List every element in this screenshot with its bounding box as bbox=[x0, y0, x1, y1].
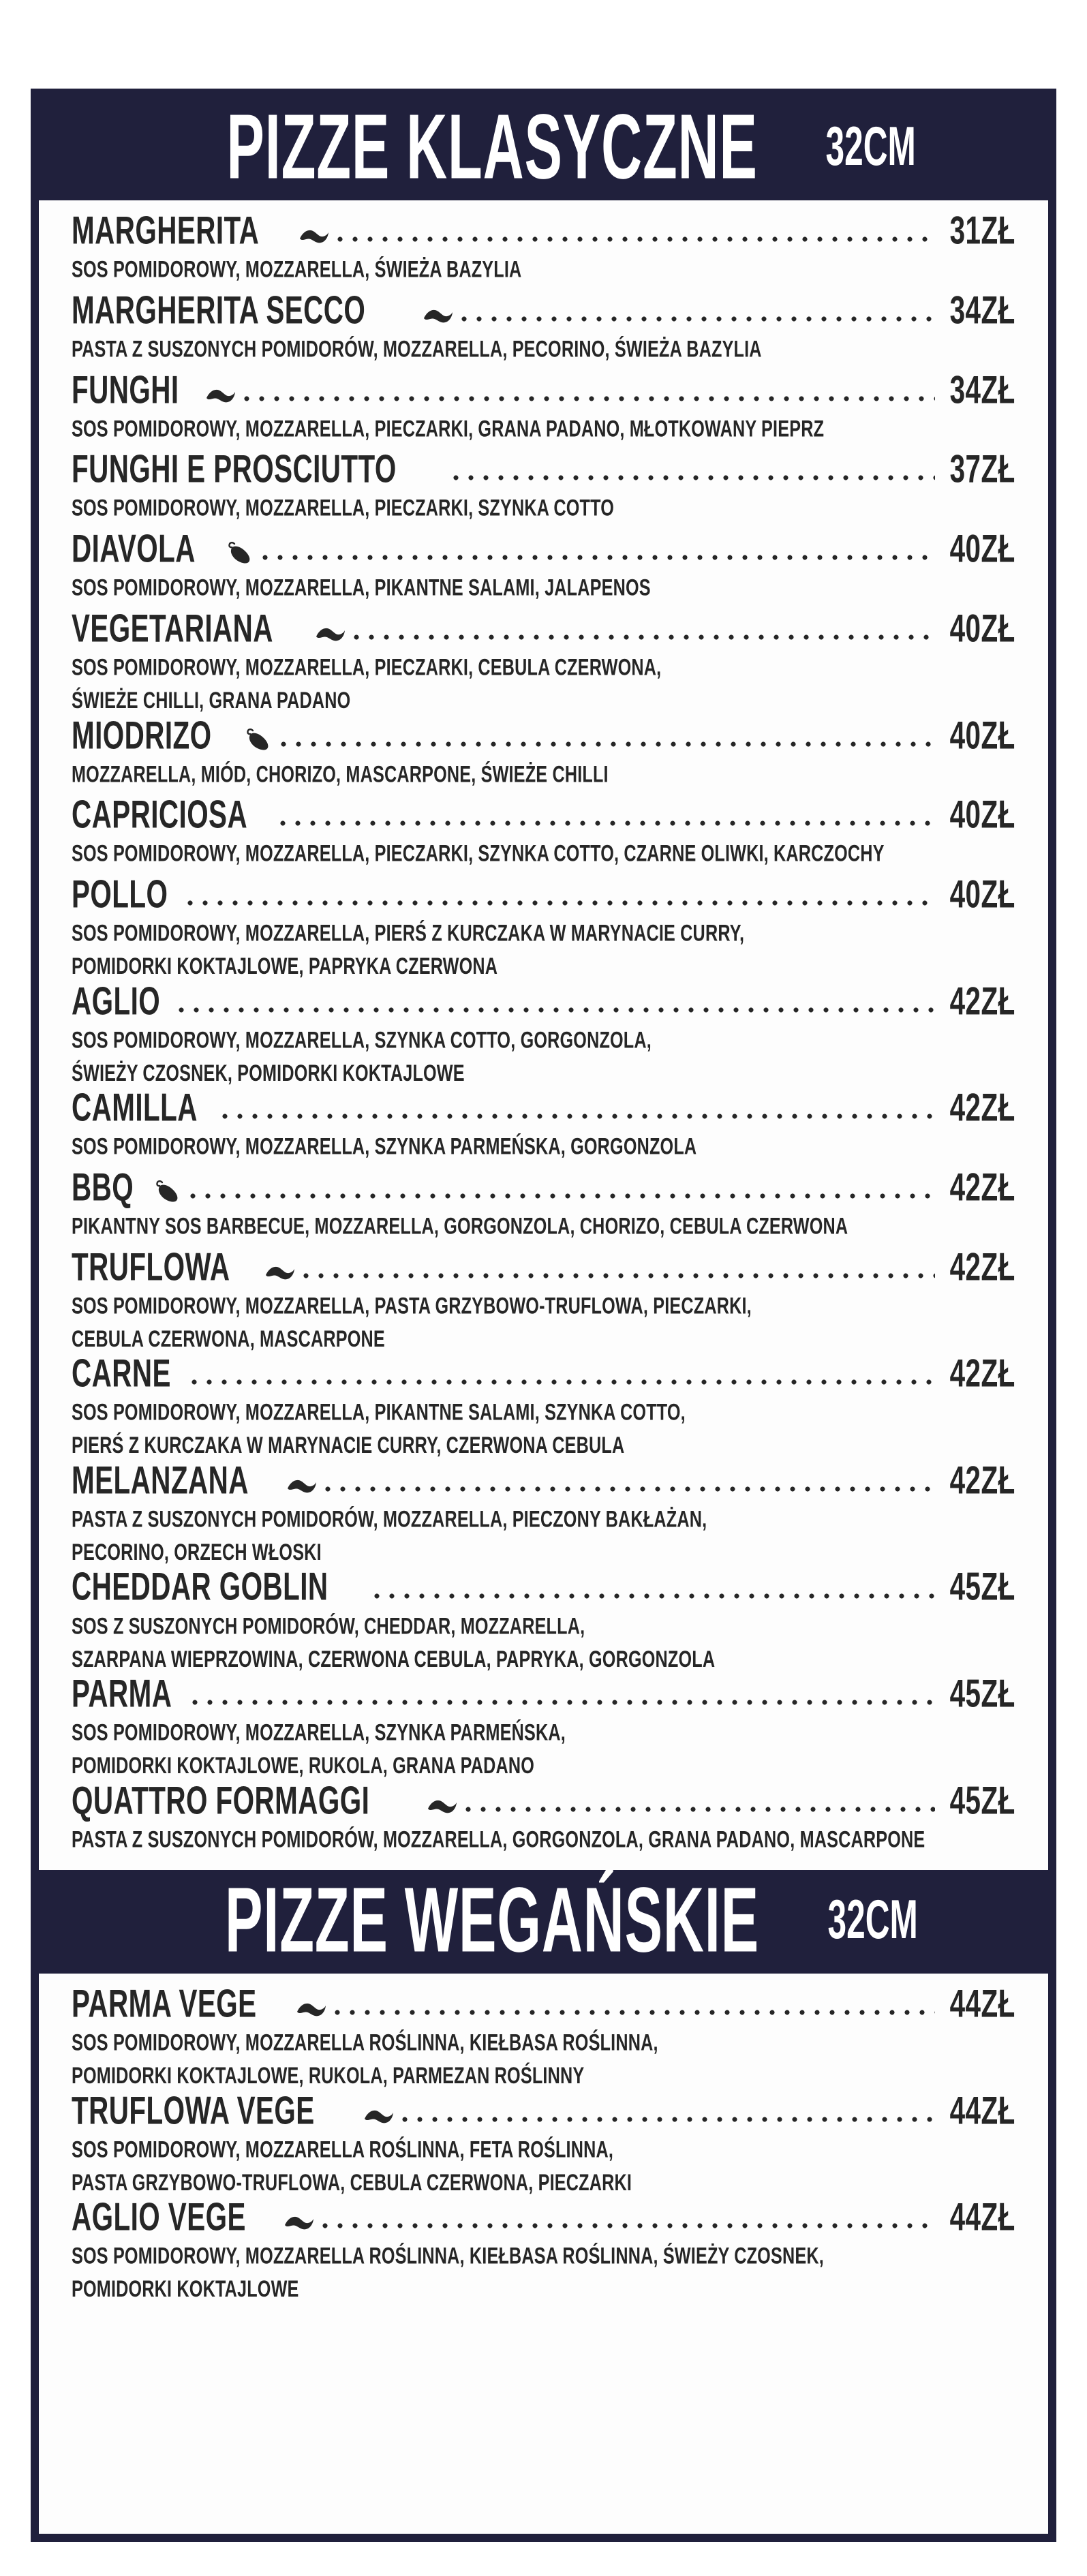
section-header-band bbox=[39, 97, 1048, 200]
menu-item-price: 40ZŁ bbox=[949, 605, 1015, 650]
description-line: SOS POMIDOROWY, MOZZARELLA, PIKANTNE SALAMI, SZYNKA COTTO, bbox=[72, 1399, 686, 1426]
description-line: SOS POMIDOROWY, MOZZARELLA ROŚLINNA, KIEŁBASA ROŚLINNA, bbox=[72, 2029, 658, 2056]
menu-item[interactable] bbox=[72, 2087, 1015, 2196]
menu-item-name: CAMILLA bbox=[72, 1085, 198, 1129]
description-line: ŚWIEŻY CZOSNEK, POMIDORKI KOKTAJLOWE bbox=[72, 1060, 465, 1086]
leaf-icon bbox=[316, 625, 346, 645]
menu-item-description bbox=[72, 333, 921, 365]
menu-item-price: 44ZŁ bbox=[949, 1981, 1015, 2025]
leaf-icon bbox=[265, 1263, 295, 1284]
menu-item-description bbox=[72, 917, 921, 983]
leader-dots bbox=[465, 1795, 935, 1818]
menu-item-name: CHEDDAR GOBLIN bbox=[72, 1564, 328, 1609]
menu-item-price: 42ZŁ bbox=[949, 1165, 1015, 1209]
leader-dots bbox=[354, 623, 935, 646]
menu-item-price: 42ZŁ bbox=[949, 978, 1015, 1023]
menu-item-name: DIAVOLA bbox=[72, 526, 196, 570]
chili-icon bbox=[226, 541, 254, 566]
description-line: SOS POMIDOROWY, MOZZARELLA, PASTA GRZYBOWO-TRUFLOWA, PIECZARKI, bbox=[72, 1292, 752, 1319]
description-line: SOS POMIDOROWY, MOZZARELLA, SZYNKA COTTO, GORGONZOLA, bbox=[72, 1026, 652, 1053]
menu-item-name: PARMA VEGE bbox=[72, 1981, 257, 2025]
menu-item-price: 40ZŁ bbox=[949, 526, 1015, 570]
menu-item-price: 44ZŁ bbox=[949, 2087, 1015, 2132]
menu-item-header bbox=[72, 207, 1015, 252]
menu-item-description bbox=[72, 1130, 921, 1163]
description-line: SOS POMIDOROWY, MOZZARELLA, SZYNKA PARMEŃSKA, GORGONZOLA bbox=[72, 1133, 697, 1159]
menu-item-name: FUNGHI bbox=[72, 367, 179, 412]
leader-dots bbox=[374, 1582, 935, 1605]
leader-dots bbox=[322, 2211, 936, 2235]
menu-item[interactable] bbox=[72, 526, 1015, 600]
menu-item-name: MIODRIZO bbox=[72, 712, 212, 757]
menu-item-header bbox=[72, 1085, 1015, 1129]
menu-item-price: 42ZŁ bbox=[949, 1244, 1015, 1289]
menu-item[interactable] bbox=[72, 1351, 1015, 1458]
description-line: SOS POMIDOROWY, MOZZARELLA, PIERŚ Z KURCZAKA W MARYNACIE CURRY, bbox=[72, 920, 745, 946]
menu-item-header bbox=[72, 446, 1015, 491]
section-size-label: 32CM bbox=[827, 1889, 918, 1951]
menu-item-name: AGLIO bbox=[72, 978, 161, 1023]
description-line: SOS POMIDOROWY, MOZZARELLA ROŚLINNA, FETA ROŚLINNA, bbox=[72, 2136, 614, 2162]
description-line: ŚWIEŻE CHILLI, GRANA PADANO bbox=[72, 687, 351, 714]
menu-item-name: MARGHERITA SECCO bbox=[72, 287, 366, 332]
leaf-icon bbox=[423, 307, 453, 327]
leader-dots bbox=[190, 1182, 935, 1205]
menu-item-header bbox=[72, 712, 1015, 757]
leaf-icon bbox=[296, 2000, 326, 2021]
leader-dots bbox=[337, 225, 935, 248]
menu-item-price: 42ZŁ bbox=[949, 1351, 1015, 1396]
menu-item-list bbox=[39, 200, 1048, 1870]
description-line: SOS POMIDOROWY, MOZZARELLA, PIECZARKI, SZYNKA COTTO bbox=[72, 495, 614, 521]
leader-dots bbox=[281, 730, 935, 753]
leader-dots bbox=[187, 889, 935, 912]
menu-item-description bbox=[72, 651, 921, 717]
leader-dots bbox=[179, 996, 935, 1019]
menu-item-name: CARNE bbox=[72, 1351, 171, 1396]
description-line: SOS POMIDOROWY, MOZZARELLA, PIECZARKI, CEBULA CZERWONA, bbox=[72, 654, 662, 680]
section-size-label: 32CM bbox=[825, 116, 916, 178]
leader-dots bbox=[402, 2105, 936, 2128]
menu-item-header bbox=[72, 1564, 1015, 1609]
leaf-icon bbox=[299, 227, 329, 247]
menu-item-description bbox=[72, 1396, 921, 1462]
chili-icon bbox=[153, 1180, 182, 1204]
description-line: POMIDORKI KOKTAJLOWE, RUKOLA, GRANA PADANO bbox=[72, 1752, 535, 1779]
menu-item-price: 44ZŁ bbox=[949, 2194, 1015, 2239]
menu-item[interactable] bbox=[72, 1165, 1015, 1239]
menu-item-list bbox=[39, 1974, 1048, 2314]
description-line: SOS POMIDOROWY, MOZZARELLA, ŚWIEŻA BAZYLIA bbox=[72, 256, 522, 282]
menu-item-name: AGLIO VEGE bbox=[72, 2194, 246, 2239]
menu-item-name: MELANZANA bbox=[72, 1457, 249, 1502]
menu-item-price: 37ZŁ bbox=[949, 446, 1015, 491]
menu-item-header bbox=[72, 1670, 1015, 1715]
menu-item-header bbox=[72, 287, 1015, 332]
chili-icon bbox=[244, 728, 273, 752]
menu-item-description bbox=[72, 2239, 921, 2305]
menu-item-price: 45ZŁ bbox=[949, 1670, 1015, 1715]
menu-item[interactable] bbox=[72, 605, 1015, 714]
menu-item-header bbox=[72, 792, 1015, 836]
menu-item-header bbox=[72, 978, 1015, 1023]
description-line: PIERŚ Z KURCZAKA W MARYNACIE CURRY, CZERWONA CEBULA bbox=[72, 1432, 625, 1458]
leader-dots bbox=[335, 1998, 936, 2021]
menu-item-description bbox=[72, 1289, 921, 1355]
section-header-band bbox=[39, 1870, 1048, 1974]
description-line: POMIDORKI KOKTAJLOWE, PAPRYKA CZERWONA bbox=[72, 953, 498, 979]
leader-dots bbox=[461, 305, 936, 328]
menu-item[interactable] bbox=[72, 367, 1015, 442]
leaf-icon bbox=[364, 2107, 394, 2128]
description-line: PECORINO, ORZECH WŁOSKI bbox=[72, 1539, 322, 1565]
leader-dots bbox=[262, 543, 936, 566]
menu-item-name: TRUFLOWA bbox=[72, 1244, 230, 1289]
menu-card bbox=[31, 89, 1056, 2542]
menu-item-price: 40ZŁ bbox=[949, 712, 1015, 757]
menu-item-name: TRUFLOWA VEGE bbox=[72, 2087, 315, 2132]
menu-item-header bbox=[72, 1351, 1015, 1396]
menu-item-price: 42ZŁ bbox=[949, 1085, 1015, 1129]
leaf-icon bbox=[206, 386, 236, 407]
description-line: SOS Z SUSZONYCH POMIDORÓW, CHEDDAR, MOZZARELLA, bbox=[72, 1612, 585, 1639]
description-line: PASTA Z SUSZONYCH POMIDORÓW, MOZZARELLA, GORGONZOLA, GRANA PADANO, MASCARPONE bbox=[72, 1826, 925, 1852]
description-line: PASTA Z SUSZONYCH POMIDORÓW, MOZZARELLA, PECORINO, ŚWIEŻA BAZYLIA bbox=[72, 335, 762, 362]
description-line: PASTA GRZYBOWO-TRUFLOWA, CEBULA CZERWONA, PIECZARKI bbox=[72, 2169, 632, 2196]
menu-item[interactable] bbox=[72, 287, 1015, 362]
description-line: SZARPANA WIEPRZOWINA, CZERWONA CEBULA, PAPRYKA, GORGONZOLA bbox=[72, 1645, 716, 1672]
menu-item[interactable] bbox=[72, 1085, 1015, 1159]
menu-item-description bbox=[72, 758, 921, 791]
menu-item-description bbox=[72, 1823, 925, 1856]
leader-dots bbox=[222, 1102, 935, 1125]
menu-item-header bbox=[72, 1457, 1015, 1502]
description-line: CEBULA CZERWONA, MASCARPONE bbox=[72, 1325, 385, 1352]
leader-dots bbox=[325, 1475, 935, 1498]
menu-item-header bbox=[72, 1165, 1015, 1209]
leaf-icon bbox=[427, 1797, 457, 1818]
menu-item-description bbox=[72, 1503, 921, 1569]
menu-item-name: PARMA bbox=[72, 1670, 172, 1715]
menu-item-header bbox=[72, 2194, 1015, 2239]
menu-section bbox=[39, 97, 1048, 1870]
menu-item[interactable] bbox=[72, 872, 1015, 979]
menu-item-header bbox=[72, 1981, 1015, 2025]
menu-item[interactable] bbox=[72, 1244, 1015, 1352]
menu-item[interactable] bbox=[72, 207, 1015, 282]
menu-item-description bbox=[72, 2026, 921, 2092]
menu-item-price: 34ZŁ bbox=[949, 367, 1015, 412]
description-line: MOZZARELLA, MIÓD, CHORIZO, MASCARPONE, ŚWIEŻE CHILLI bbox=[72, 761, 609, 787]
menu-item[interactable] bbox=[72, 2194, 1015, 2302]
menu-item-description bbox=[72, 1610, 921, 1676]
menu-item-price: 34ZŁ bbox=[949, 287, 1015, 332]
menu-sections bbox=[39, 97, 1048, 2314]
menu-item-header bbox=[72, 526, 1015, 570]
menu-item-price: 45ZŁ bbox=[949, 1777, 1015, 1822]
menu-item[interactable] bbox=[72, 978, 1015, 1086]
menu-item-description bbox=[72, 837, 921, 870]
menu-item-description bbox=[72, 491, 921, 524]
menu-item-price: 42ZŁ bbox=[949, 1457, 1015, 1502]
menu-section bbox=[39, 1870, 1048, 2314]
menu-item-name: POLLO bbox=[72, 872, 168, 916]
section-title: PIZZE WEGAŃSKIE bbox=[224, 1869, 759, 1972]
menu-item-price: 45ZŁ bbox=[949, 1564, 1015, 1609]
menu-item-description bbox=[72, 1024, 921, 1090]
menu-item-header bbox=[72, 1244, 1015, 1289]
menu-item-name: VEGETARIANA bbox=[72, 605, 273, 650]
leader-dots bbox=[192, 1688, 935, 1711]
description-line: SOS POMIDOROWY, MOZZARELLA, PIECZARKI, GRANA PADANO, MŁOTKOWANY PIEPRZ bbox=[72, 415, 825, 442]
menu-item-price: 40ZŁ bbox=[949, 872, 1015, 916]
menu-item-header bbox=[72, 605, 1015, 650]
menu-item-description bbox=[72, 1210, 921, 1242]
menu-item-description bbox=[72, 253, 921, 286]
menu-item[interactable] bbox=[72, 1670, 1015, 1779]
leaf-icon bbox=[284, 2213, 314, 2234]
menu-item[interactable] bbox=[72, 1564, 1015, 1672]
menu-item-header bbox=[72, 1777, 1015, 1822]
description-line: PASTA Z SUSZONYCH POMIDORÓW, MOZZARELLA, PIECZONY BAKŁAŻAN, bbox=[72, 1505, 707, 1532]
description-line: POMIDORKI KOKTAJLOWE, RUKOLA, PARMEZAN ROŚLINNY bbox=[72, 2062, 585, 2089]
menu-item-header bbox=[72, 367, 1015, 412]
menu-item[interactable] bbox=[72, 1777, 1015, 1852]
description-line: SOS POMIDOROWY, MOZZARELLA ROŚLINNA, KIEŁBASA ROŚLINNA, ŚWIEŻY CZOSNEK, bbox=[72, 2243, 824, 2269]
menu-item-name: FUNGHI E PROSCIUTTO bbox=[72, 446, 397, 491]
description-line: SOS POMIDOROWY, MOZZARELLA, PIKANTNE SALAMI, JALAPENOS bbox=[72, 574, 651, 600]
menu-item-price: 31ZŁ bbox=[949, 207, 1015, 252]
description-line: SOS POMIDOROWY, MOZZARELLA, SZYNKA PARMEŃSKA, bbox=[72, 1719, 566, 1745]
menu-item[interactable] bbox=[72, 1457, 1015, 1565]
menu-item[interactable] bbox=[72, 792, 1015, 867]
menu-item-name: CAPRICIOSA bbox=[72, 792, 248, 836]
description-line: POMIDORKI KOKTAJLOWE bbox=[72, 2275, 299, 2302]
description-line: PIKANTNY SOS BARBECUE, MOZZARELLA, GORGONZOLA, CHORIZO, CEBULA CZERWONA bbox=[72, 1212, 848, 1239]
leaf-icon bbox=[287, 1477, 317, 1497]
menu-item-description bbox=[72, 412, 921, 445]
section-title: PIZZE KLASYCZNE bbox=[226, 95, 758, 199]
menu-item-price: 40ZŁ bbox=[949, 792, 1015, 836]
leader-dots bbox=[453, 463, 935, 487]
menu-item-header bbox=[72, 872, 1015, 916]
menu-item[interactable] bbox=[72, 446, 1015, 521]
menu-item-name: MARGHERITA bbox=[72, 207, 260, 252]
leader-dots bbox=[303, 1261, 935, 1285]
leader-dots bbox=[192, 1368, 936, 1391]
menu-item-header bbox=[72, 2087, 1015, 2132]
menu-item-description bbox=[72, 571, 921, 604]
menu-item[interactable] bbox=[72, 1981, 1015, 2089]
description-line: SOS POMIDOROWY, MOZZARELLA, PIECZARKI, SZYNKA COTTO, CZARNE OLIWKI, KARCZOCHY bbox=[72, 840, 885, 867]
leader-dots bbox=[244, 384, 935, 408]
menu-item-description bbox=[72, 1716, 921, 1782]
menu-item-name: BBQ bbox=[72, 1165, 134, 1209]
menu-item-name: QUATTRO FORMAGGI bbox=[72, 1777, 370, 1822]
menu-item[interactable] bbox=[72, 712, 1015, 787]
menu-item-description bbox=[72, 2133, 921, 2199]
leader-dots bbox=[280, 809, 935, 832]
